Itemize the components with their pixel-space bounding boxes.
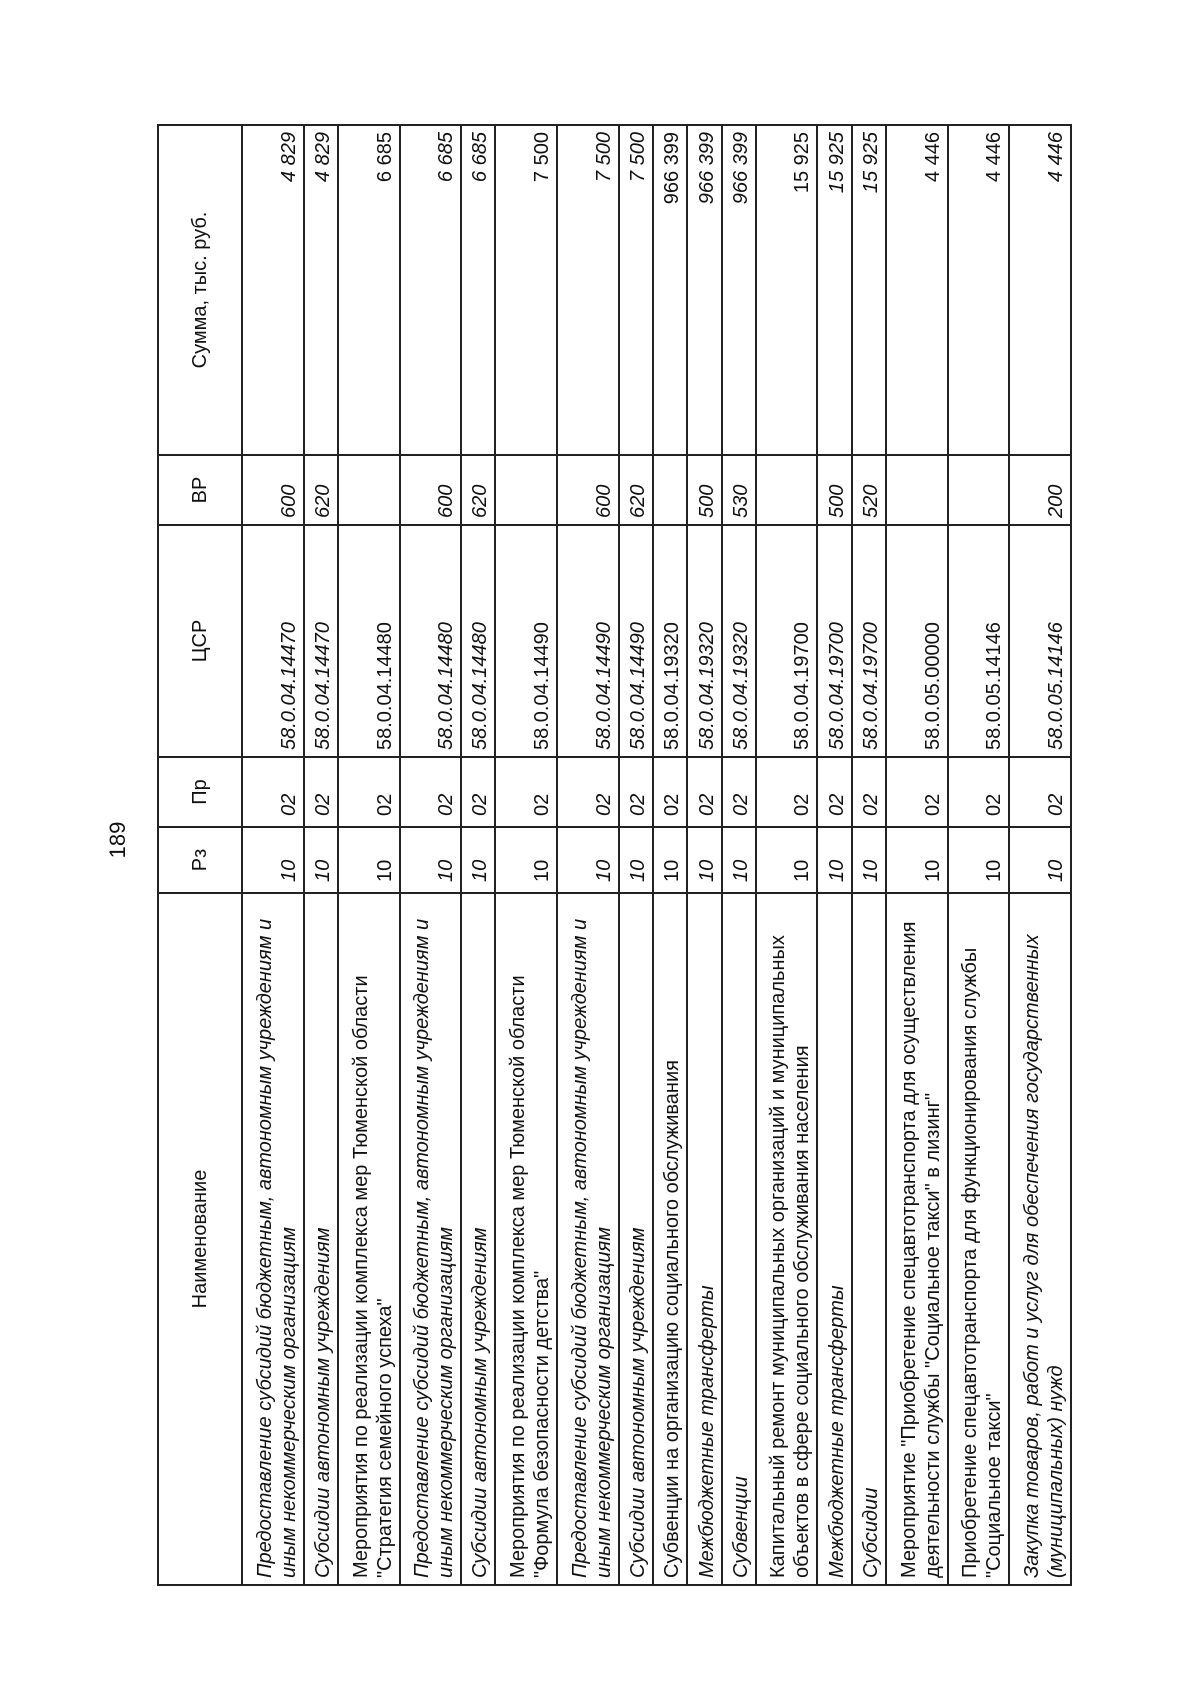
page-number: 189 (105, 821, 130, 859)
cell-vr: 200 (1009, 455, 1071, 525)
cell-sum: 4 829 (242, 125, 304, 455)
cell-name: Межбюджетные трансферты (817, 893, 851, 1585)
table-row (495, 125, 557, 1585)
cell-sum: 15 925 (756, 125, 818, 455)
table-row (400, 125, 462, 1585)
header-pr: Пр (158, 757, 242, 827)
cell-csr: 58.0.04.14490 (495, 525, 557, 757)
cell-rz: 10 (756, 827, 818, 893)
cell-rz: 10 (687, 827, 721, 893)
cell-name: Предоставление субсидий бюджетным, автономным учреждениям и иным некоммерческим организациям (557, 893, 619, 1585)
cell-name: Межбюджетные трансферты (687, 893, 721, 1585)
cell-rz: 10 (304, 827, 338, 893)
table-row (242, 125, 304, 1585)
cell-vr (653, 455, 687, 525)
cell-name: Приобретение спецавтотранспорта для функционирования службы "Социальное такси" (948, 893, 1010, 1585)
rotated-table-frame (157, 126, 1072, 1586)
cell-sum: 966 399 (687, 125, 721, 455)
table-row (619, 125, 653, 1585)
table-row (756, 125, 818, 1585)
cell-rz: 10 (619, 827, 653, 893)
cell-rz: 10 (461, 827, 495, 893)
cell-csr: 58.0.05.14146 (1009, 525, 1071, 757)
cell-rz: 10 (653, 827, 687, 893)
cell-vr (756, 455, 818, 525)
table-row (461, 125, 495, 1585)
cell-pr: 02 (817, 757, 851, 827)
cell-pr: 02 (619, 757, 653, 827)
cell-vr (886, 455, 948, 525)
cell-pr: 02 (653, 757, 687, 827)
cell-name: Капитальный ремонт муниципальных организаций и муниципальных объектов в сфере социального обслуживания населения (756, 893, 818, 1585)
cell-pr: 02 (948, 757, 1010, 827)
cell-csr: 58.0.04.14480 (461, 525, 495, 757)
cell-name: Мероприятие "Приобретение спецавтотранспорта для осуществления деятельности службы "Социальное такси" в лизинг" (886, 893, 948, 1585)
cell-pr: 02 (687, 757, 721, 827)
cell-rz: 10 (242, 827, 304, 893)
cell-pr: 02 (722, 757, 756, 827)
cell-name: Мероприятия по реализации комплекса мер Тюменской области "Стратегия семейного успеха" (338, 893, 400, 1585)
cell-rz: 10 (1009, 827, 1071, 893)
cell-name: Субсидии автономным учреждениям (619, 893, 653, 1585)
cell-pr: 02 (1009, 757, 1071, 827)
cell-rz: 10 (852, 827, 886, 893)
cell-name: Субсидии автономным учреждениям (304, 893, 338, 1585)
cell-vr: 530 (722, 455, 756, 525)
cell-sum: 7 500 (495, 125, 557, 455)
cell-csr: 58.0.04.14490 (557, 525, 619, 757)
table-row (338, 125, 400, 1585)
cell-sum: 15 925 (852, 125, 886, 455)
cell-csr: 58.0.04.19700 (756, 525, 818, 757)
table-row (304, 125, 338, 1585)
cell-sum: 4 446 (948, 125, 1010, 455)
cell-pr: 02 (756, 757, 818, 827)
cell-csr: 58.0.04.19320 (722, 525, 756, 757)
cell-vr: 620 (619, 455, 653, 525)
header-sum: Сумма, тыс. руб. (158, 125, 242, 455)
header-vr: ВР (158, 455, 242, 525)
cell-vr: 600 (557, 455, 619, 525)
table-header (158, 125, 242, 1585)
cell-csr: 58.0.04.19700 (817, 525, 851, 757)
cell-csr: 58.0.04.14480 (338, 525, 400, 757)
table-row (886, 125, 948, 1585)
cell-csr: 58.0.05.00000 (886, 525, 948, 757)
cell-csr: 58.0.04.19320 (653, 525, 687, 757)
cell-sum: 7 500 (557, 125, 619, 455)
cell-rz: 10 (400, 827, 462, 893)
cell-csr: 58.0.04.14470 (242, 525, 304, 757)
cell-vr: 600 (400, 455, 462, 525)
cell-vr: 500 (687, 455, 721, 525)
cell-csr: 58.0.04.14480 (400, 525, 462, 757)
cell-pr: 02 (242, 757, 304, 827)
table-row (722, 125, 756, 1585)
table-row (817, 125, 851, 1585)
cell-pr: 02 (852, 757, 886, 827)
cell-name: Субсидии автономным учреждениям (461, 893, 495, 1585)
cell-vr: 500 (817, 455, 851, 525)
cell-sum: 4 446 (1009, 125, 1071, 455)
cell-rz: 10 (817, 827, 851, 893)
cell-name: Закупка товаров, работ и услуг для обеспечения государственных (муниципальных) нужд (1009, 893, 1071, 1585)
cell-name: Субсидии (852, 893, 886, 1585)
cell-vr: 520 (852, 455, 886, 525)
cell-sum: 4 446 (886, 125, 948, 455)
cell-sum: 966 399 (722, 125, 756, 455)
cell-vr: 620 (304, 455, 338, 525)
cell-pr: 02 (338, 757, 400, 827)
cell-rz: 10 (557, 827, 619, 893)
cell-rz: 10 (722, 827, 756, 893)
cell-sum: 6 685 (400, 125, 462, 455)
table-row (1009, 125, 1071, 1585)
table-row (687, 125, 721, 1585)
cell-csr: 58.0.04.19700 (852, 525, 886, 757)
cell-name: Предоставление субсидий бюджетным, автономным учреждениям и иным некоммерческим организациям (400, 893, 462, 1585)
cell-pr: 02 (495, 757, 557, 827)
cell-vr (338, 455, 400, 525)
cell-sum: 6 685 (461, 125, 495, 455)
header-name: Наименование (158, 893, 242, 1585)
cell-csr: 58.0.04.14470 (304, 525, 338, 757)
cell-vr: 600 (242, 455, 304, 525)
table-row (852, 125, 886, 1585)
cell-pr: 02 (304, 757, 338, 827)
cell-name: Предоставление субсидий бюджетным, автономным учреждениям и иным некоммерческим организациям (242, 893, 304, 1585)
cell-sum: 15 925 (817, 125, 851, 455)
budget-table-container (157, 126, 1072, 1586)
cell-pr: 02 (400, 757, 462, 827)
cell-sum: 7 500 (619, 125, 653, 455)
table-body (242, 125, 1071, 1585)
header-rz: Рз (158, 827, 242, 893)
cell-rz: 10 (948, 827, 1010, 893)
cell-csr: 58.0.04.19320 (687, 525, 721, 757)
cell-name: Субвенции на организацию социального обслуживания (653, 893, 687, 1585)
cell-pr: 02 (557, 757, 619, 827)
budget-table (157, 124, 1072, 1586)
cell-csr: 58.0.04.14490 (619, 525, 653, 757)
cell-sum: 966 399 (653, 125, 687, 455)
cell-name: Субвенции (722, 893, 756, 1585)
table-row (653, 125, 687, 1585)
cell-vr: 620 (461, 455, 495, 525)
cell-sum: 6 685 (338, 125, 400, 455)
cell-pr: 02 (886, 757, 948, 827)
cell-vr (495, 455, 557, 525)
cell-vr (948, 455, 1010, 525)
cell-rz: 10 (495, 827, 557, 893)
cell-rz: 10 (338, 827, 400, 893)
table-row (557, 125, 619, 1585)
header-row (158, 125, 242, 1585)
cell-rz: 10 (886, 827, 948, 893)
table-row (948, 125, 1010, 1585)
cell-pr: 02 (461, 757, 495, 827)
header-csr: ЦСР (158, 525, 242, 757)
cell-name: Мероприятия по реализации комплекса мер Тюменской области "Формула безопасности детства" (495, 893, 557, 1585)
cell-sum: 4 829 (304, 125, 338, 455)
cell-csr: 58.0.05.14146 (948, 525, 1010, 757)
